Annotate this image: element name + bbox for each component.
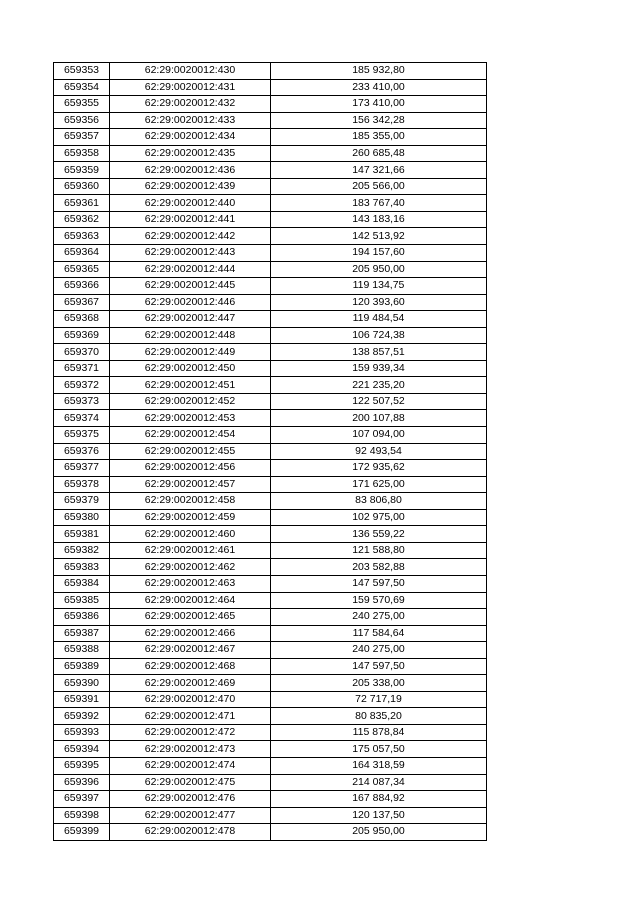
cadastral-value-cell: 183 767,40 bbox=[271, 195, 487, 212]
cadastral-value-cell: 120 137,50 bbox=[271, 807, 487, 824]
table-row bbox=[54, 609, 487, 626]
row-number-cell: 659390 bbox=[54, 675, 110, 692]
cadastral-value-cell: 119 134,75 bbox=[271, 278, 487, 295]
row-number-cell: 659368 bbox=[54, 311, 110, 328]
cadastral-value-cell: 102 975,00 bbox=[271, 509, 487, 526]
cadastral-number-cell: 62:29:0020012:449 bbox=[110, 344, 271, 361]
cadastral-value-cell: 167 884,92 bbox=[271, 791, 487, 808]
cadastral-number-cell: 62:29:0020012:444 bbox=[110, 261, 271, 278]
cadastral-value-cell: 240 275,00 bbox=[271, 642, 487, 659]
row-number-cell: 659367 bbox=[54, 294, 110, 311]
cadastral-number-cell: 62:29:0020012:476 bbox=[110, 791, 271, 808]
row-number-cell: 659355 bbox=[54, 96, 110, 113]
table-row bbox=[54, 344, 487, 361]
cadastral-value-cell: 119 484,54 bbox=[271, 311, 487, 328]
table-row bbox=[54, 592, 487, 609]
table-row bbox=[54, 658, 487, 675]
row-number-cell: 659385 bbox=[54, 592, 110, 609]
cadastral-value-cell: 171 625,00 bbox=[271, 476, 487, 493]
cadastral-number-cell: 62:29:0020012:454 bbox=[110, 427, 271, 444]
cadastral-value-cell: 106 724,38 bbox=[271, 327, 487, 344]
cadastral-value-cell: 122 507,52 bbox=[271, 393, 487, 410]
cadastral-number-cell: 62:29:0020012:450 bbox=[110, 360, 271, 377]
table-row bbox=[54, 807, 487, 824]
cadastral-value-cell: 205 950,00 bbox=[271, 261, 487, 278]
cadastral-value-cell: 121 588,80 bbox=[271, 542, 487, 559]
cadastral-number-cell: 62:29:0020012:466 bbox=[110, 625, 271, 642]
table-row bbox=[54, 393, 487, 410]
row-number-cell: 659357 bbox=[54, 129, 110, 146]
cadastral-value-cell: 147 321,66 bbox=[271, 162, 487, 179]
row-number-cell: 659363 bbox=[54, 228, 110, 245]
row-number-cell: 659364 bbox=[54, 245, 110, 262]
table-row bbox=[54, 96, 487, 113]
cadastral-value-cell: 136 559,22 bbox=[271, 526, 487, 543]
cadastral-number-cell: 62:29:0020012:436 bbox=[110, 162, 271, 179]
cadastral-number-cell: 62:29:0020012:460 bbox=[110, 526, 271, 543]
table-row bbox=[54, 145, 487, 162]
cadastral-number-cell: 62:29:0020012:453 bbox=[110, 410, 271, 427]
cadastral-value-cell: 233 410,00 bbox=[271, 79, 487, 96]
table-row bbox=[54, 63, 487, 80]
cadastral-number-cell: 62:29:0020012:456 bbox=[110, 460, 271, 477]
row-number-cell: 659366 bbox=[54, 278, 110, 295]
cadastral-number-cell: 62:29:0020012:462 bbox=[110, 559, 271, 576]
table-row bbox=[54, 112, 487, 129]
cadastral-number-cell: 62:29:0020012:431 bbox=[110, 79, 271, 96]
cadastral-number-cell: 62:29:0020012:447 bbox=[110, 311, 271, 328]
table-row bbox=[54, 625, 487, 642]
row-number-cell: 659362 bbox=[54, 211, 110, 228]
table-row bbox=[54, 278, 487, 295]
cadastral-number-cell: 62:29:0020012:471 bbox=[110, 708, 271, 725]
cadastral-number-cell: 62:29:0020012:439 bbox=[110, 178, 271, 195]
cadastral-value-cell: 92 493,54 bbox=[271, 443, 487, 460]
cadastral-number-cell: 62:29:0020012:442 bbox=[110, 228, 271, 245]
cadastral-number-cell: 62:29:0020012:441 bbox=[110, 211, 271, 228]
table-row bbox=[54, 410, 487, 427]
table-row bbox=[54, 195, 487, 212]
table-row bbox=[54, 79, 487, 96]
cadastral-number-cell: 62:29:0020012:474 bbox=[110, 757, 271, 774]
row-number-cell: 659360 bbox=[54, 178, 110, 195]
table-row bbox=[54, 129, 487, 146]
cadastral-value-cell: 203 582,88 bbox=[271, 559, 487, 576]
row-number-cell: 659397 bbox=[54, 791, 110, 808]
cadastral-number-cell: 62:29:0020012:463 bbox=[110, 575, 271, 592]
row-number-cell: 659394 bbox=[54, 741, 110, 758]
cadastral-number-cell: 62:29:0020012:434 bbox=[110, 129, 271, 146]
table-row bbox=[54, 824, 487, 841]
table-row bbox=[54, 559, 487, 576]
row-number-cell: 659392 bbox=[54, 708, 110, 725]
row-number-cell: 659375 bbox=[54, 427, 110, 444]
cadastral-value-cell: 147 597,50 bbox=[271, 575, 487, 592]
table-row bbox=[54, 245, 487, 262]
row-number-cell: 659398 bbox=[54, 807, 110, 824]
table-row bbox=[54, 294, 487, 311]
cadastral-value-cell: 72 717,19 bbox=[271, 691, 487, 708]
table-row bbox=[54, 575, 487, 592]
cadastral-number-cell: 62:29:0020012:458 bbox=[110, 493, 271, 510]
table-row bbox=[54, 311, 487, 328]
table-row bbox=[54, 427, 487, 444]
table-row bbox=[54, 228, 487, 245]
row-number-cell: 659361 bbox=[54, 195, 110, 212]
table-row bbox=[54, 162, 487, 179]
cadastral-number-cell: 62:29:0020012:469 bbox=[110, 675, 271, 692]
cadastral-number-cell: 62:29:0020012:468 bbox=[110, 658, 271, 675]
cadastral-number-cell: 62:29:0020012:472 bbox=[110, 724, 271, 741]
cadastral-value-cell: 200 107,88 bbox=[271, 410, 487, 427]
cadastral-value-table bbox=[53, 62, 487, 841]
cadastral-number-cell: 62:29:0020012:470 bbox=[110, 691, 271, 708]
table-row bbox=[54, 476, 487, 493]
cadastral-value-cell: 159 939,34 bbox=[271, 360, 487, 377]
row-number-cell: 659386 bbox=[54, 609, 110, 626]
row-number-cell: 659369 bbox=[54, 327, 110, 344]
table-row bbox=[54, 178, 487, 195]
cadastral-value-cell: 185 355,00 bbox=[271, 129, 487, 146]
table-row bbox=[54, 791, 487, 808]
table-row bbox=[54, 460, 487, 477]
cadastral-value-cell: 117 584,64 bbox=[271, 625, 487, 642]
row-number-cell: 659381 bbox=[54, 526, 110, 543]
table-row bbox=[54, 327, 487, 344]
cadastral-number-cell: 62:29:0020012:477 bbox=[110, 807, 271, 824]
cadastral-number-cell: 62:29:0020012:451 bbox=[110, 377, 271, 394]
cadastral-value-cell: 205 566,00 bbox=[271, 178, 487, 195]
cadastral-number-cell: 62:29:0020012:464 bbox=[110, 592, 271, 609]
table-row bbox=[54, 261, 487, 278]
cadastral-number-cell: 62:29:0020012:467 bbox=[110, 642, 271, 659]
cadastral-number-cell: 62:29:0020012:459 bbox=[110, 509, 271, 526]
cadastral-value-cell: 159 570,69 bbox=[271, 592, 487, 609]
cadastral-number-cell: 62:29:0020012:455 bbox=[110, 443, 271, 460]
row-number-cell: 659380 bbox=[54, 509, 110, 526]
row-number-cell: 659365 bbox=[54, 261, 110, 278]
cadastral-value-cell: 83 806,80 bbox=[271, 493, 487, 510]
cadastral-number-cell: 62:29:0020012:457 bbox=[110, 476, 271, 493]
cadastral-value-cell: 173 410,00 bbox=[271, 96, 487, 113]
table-row bbox=[54, 377, 487, 394]
table-row bbox=[54, 211, 487, 228]
row-number-cell: 659354 bbox=[54, 79, 110, 96]
row-number-cell: 659391 bbox=[54, 691, 110, 708]
row-number-cell: 659358 bbox=[54, 145, 110, 162]
row-number-cell: 659396 bbox=[54, 774, 110, 791]
row-number-cell: 659379 bbox=[54, 493, 110, 510]
table-row bbox=[54, 675, 487, 692]
cadastral-number-cell: 62:29:0020012:475 bbox=[110, 774, 271, 791]
cadastral-value-cell: 194 157,60 bbox=[271, 245, 487, 262]
table-row bbox=[54, 724, 487, 741]
table-body bbox=[54, 63, 487, 841]
table-row bbox=[54, 642, 487, 659]
cadastral-value-cell: 260 685,48 bbox=[271, 145, 487, 162]
cadastral-value-cell: 205 338,00 bbox=[271, 675, 487, 692]
row-number-cell: 659388 bbox=[54, 642, 110, 659]
cadastral-number-cell: 62:29:0020012:448 bbox=[110, 327, 271, 344]
cadastral-value-cell: 143 183,16 bbox=[271, 211, 487, 228]
row-number-cell: 659372 bbox=[54, 377, 110, 394]
row-number-cell: 659353 bbox=[54, 63, 110, 80]
row-number-cell: 659387 bbox=[54, 625, 110, 642]
cadastral-number-cell: 62:29:0020012:473 bbox=[110, 741, 271, 758]
cadastral-number-cell: 62:29:0020012:440 bbox=[110, 195, 271, 212]
cadastral-value-cell: 221 235,20 bbox=[271, 377, 487, 394]
cadastral-value-cell: 175 057,50 bbox=[271, 741, 487, 758]
row-number-cell: 659377 bbox=[54, 460, 110, 477]
cadastral-number-cell: 62:29:0020012:445 bbox=[110, 278, 271, 295]
cadastral-value-cell: 142 513,92 bbox=[271, 228, 487, 245]
cadastral-value-cell: 214 087,34 bbox=[271, 774, 487, 791]
cadastral-number-cell: 62:29:0020012:432 bbox=[110, 96, 271, 113]
table-row bbox=[54, 509, 487, 526]
row-number-cell: 659395 bbox=[54, 757, 110, 774]
cadastral-number-cell: 62:29:0020012:465 bbox=[110, 609, 271, 626]
cadastral-value-cell: 172 935,62 bbox=[271, 460, 487, 477]
cadastral-value-cell: 115 878,84 bbox=[271, 724, 487, 741]
row-number-cell: 659371 bbox=[54, 360, 110, 377]
table-row bbox=[54, 526, 487, 543]
row-number-cell: 659370 bbox=[54, 344, 110, 361]
cadastral-number-cell: 62:29:0020012:461 bbox=[110, 542, 271, 559]
cadastral-value-cell: 240 275,00 bbox=[271, 609, 487, 626]
row-number-cell: 659376 bbox=[54, 443, 110, 460]
cadastral-value-cell: 156 342,28 bbox=[271, 112, 487, 129]
table-row bbox=[54, 741, 487, 758]
cadastral-number-cell: 62:29:0020012:435 bbox=[110, 145, 271, 162]
table-row bbox=[54, 691, 487, 708]
row-number-cell: 659373 bbox=[54, 393, 110, 410]
cadastral-value-cell: 205 950,00 bbox=[271, 824, 487, 841]
cadastral-number-cell: 62:29:0020012:443 bbox=[110, 245, 271, 262]
table-row bbox=[54, 542, 487, 559]
row-number-cell: 659383 bbox=[54, 559, 110, 576]
row-number-cell: 659393 bbox=[54, 724, 110, 741]
cadastral-value-cell: 80 835,20 bbox=[271, 708, 487, 725]
cadastral-number-cell: 62:29:0020012:452 bbox=[110, 393, 271, 410]
row-number-cell: 659356 bbox=[54, 112, 110, 129]
table-row bbox=[54, 774, 487, 791]
cadastral-number-cell: 62:29:0020012:446 bbox=[110, 294, 271, 311]
cadastral-number-cell: 62:29:0020012:430 bbox=[110, 63, 271, 80]
table-row bbox=[54, 443, 487, 460]
cadastral-number-cell: 62:29:0020012:478 bbox=[110, 824, 271, 841]
row-number-cell: 659378 bbox=[54, 476, 110, 493]
cadastral-value-cell: 120 393,60 bbox=[271, 294, 487, 311]
table-row bbox=[54, 757, 487, 774]
cadastral-value-cell: 185 932,80 bbox=[271, 63, 487, 80]
row-number-cell: 659359 bbox=[54, 162, 110, 179]
row-number-cell: 659399 bbox=[54, 824, 110, 841]
table-row bbox=[54, 708, 487, 725]
cadastral-value-cell: 138 857,51 bbox=[271, 344, 487, 361]
table-row bbox=[54, 493, 487, 510]
row-number-cell: 659389 bbox=[54, 658, 110, 675]
row-number-cell: 659384 bbox=[54, 575, 110, 592]
cadastral-value-cell: 147 597,50 bbox=[271, 658, 487, 675]
cadastral-number-cell: 62:29:0020012:433 bbox=[110, 112, 271, 129]
row-number-cell: 659382 bbox=[54, 542, 110, 559]
table-row bbox=[54, 360, 487, 377]
row-number-cell: 659374 bbox=[54, 410, 110, 427]
cadastral-value-cell: 107 094,00 bbox=[271, 427, 487, 444]
cadastral-value-cell: 164 318,59 bbox=[271, 757, 487, 774]
